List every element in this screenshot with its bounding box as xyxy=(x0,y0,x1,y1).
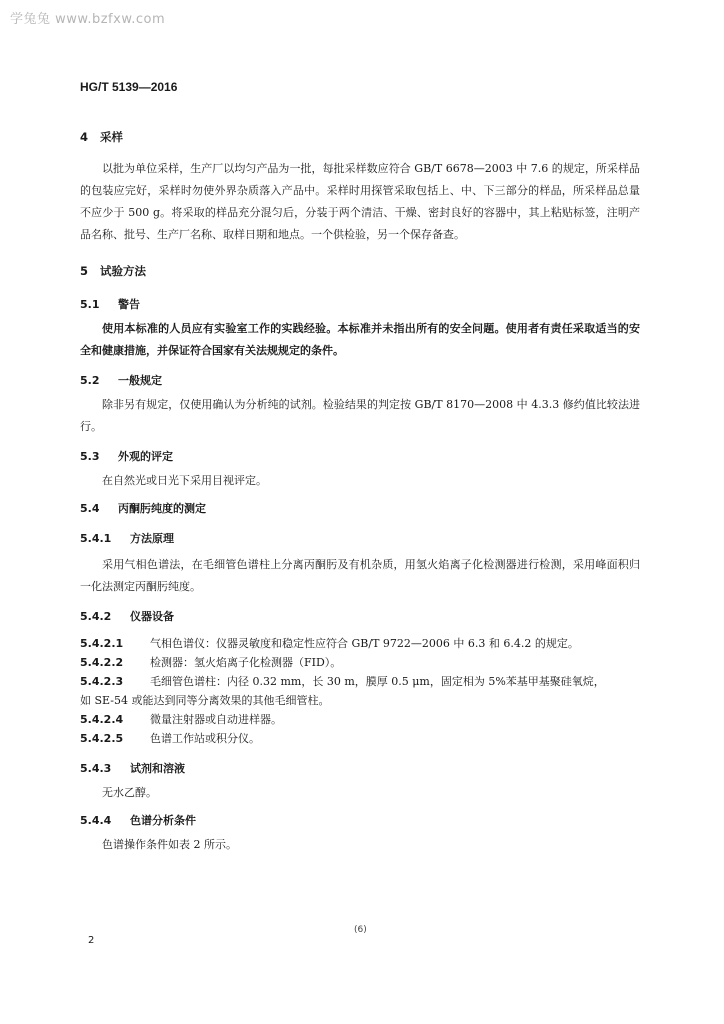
section-title: 仪器设备 xyxy=(130,610,174,623)
section-5-4-4-paragraph: 色谱操作条件如表 2 所示。 xyxy=(102,838,237,851)
section-5-2-heading xyxy=(80,372,640,390)
section-5-4-1-paragraph: 采用气相色谱法，在毛细管色谱柱上分离丙酮肟及有机杂质，用氢火焰离子化检测器进行检测，采用峰面积归一化法测定丙酮肟纯度。 xyxy=(80,558,640,593)
section-title: 试剂和溶液 xyxy=(130,762,185,775)
item-number: 5.4.2.3 xyxy=(80,675,124,688)
standard-code: HG/T 5139—2016 xyxy=(80,80,178,94)
section-5-4-3-paragraph: 无水乙醇。 xyxy=(102,786,157,799)
section-5-4-1-heading xyxy=(80,530,640,548)
section-number: 5.3 xyxy=(80,450,100,463)
watermark-text: 学兔兔 www.bzfxw.com xyxy=(10,12,166,27)
section-5-4-2-heading xyxy=(80,608,640,626)
list-item xyxy=(80,710,640,729)
section-5-1-heading xyxy=(80,296,640,314)
footer-center-mark: (6) xyxy=(354,925,367,935)
section-number: 5.2 xyxy=(80,374,100,387)
item-number: 5.4.2.2 xyxy=(80,656,124,669)
list-item xyxy=(80,634,640,653)
section-title: 试验方法 xyxy=(100,264,146,278)
section-5-1-paragraph: 使用本标准的人员应有实验室工作的实践经验。本标准并未指出所有的安全问题。使用者有责任采取适当的安全和健康措施，并保证符合国家有关法规规定的条件。 xyxy=(80,322,640,357)
section-5-heading xyxy=(80,262,640,280)
section-4-heading xyxy=(80,128,640,146)
equipment-list xyxy=(80,634,640,748)
item-text: 微量注射器或自动进样器。 xyxy=(150,713,282,726)
section-number: 5 xyxy=(80,264,89,278)
section-number: 4 xyxy=(80,130,89,144)
item-text: 色谱工作站或积分仪。 xyxy=(150,732,260,745)
item-number: 5.4.2.5 xyxy=(80,732,124,745)
section-5-4-4-heading xyxy=(80,812,640,830)
section-title: 一般规定 xyxy=(118,374,162,387)
list-item xyxy=(80,653,640,672)
section-5-4-heading xyxy=(80,500,640,518)
item-continuation: 如 SE-54 或能达到同等分离效果的其他毛细管柱。 xyxy=(80,694,330,707)
section-number: 5.4.4 xyxy=(80,814,112,827)
section-5-4-3-heading xyxy=(80,760,640,778)
page-number: 2 xyxy=(88,935,95,946)
section-title: 色谱分析条件 xyxy=(130,814,196,827)
item-text: 毛细管色谱柱：内径 0.32 mm，长 30 m，膜厚 0.5 μm，固定相为 5%苯基甲基聚硅氧烷， xyxy=(150,675,605,688)
list-item xyxy=(80,672,640,710)
section-4-paragraph: 以批为单位采样，生产厂以均匀产品为一批，每批采样数应符合 GB/T 6678—2003 中 7.6 的规定，所采样品的包装应完好，采样时勿使外界杂质落入产品中。采样时用探管采取包括上、中、下三部分的样品，所采样品总量不应少于 500 g。将采取的样品充分混匀后，分装于两个清洁、干燥、密封良好的容器中，其上粘贴标签，注明产品名称、批号、生产厂名称、取样日期和地点。一个供检验，另一个保存备查。 xyxy=(80,162,640,241)
section-number: 5.4.2 xyxy=(80,610,112,623)
section-title: 采样 xyxy=(100,130,123,144)
item-text: 检测器：氢火焰离子化检测器（FID）。 xyxy=(150,656,342,669)
item-text: 气相色谱仪：仪器灵敏度和稳定性应符合 GB/T 9722—2006 中 6.3 和 6.4.2 的规定。 xyxy=(150,637,579,650)
document-body xyxy=(80,128,640,856)
section-title: 方法原理 xyxy=(130,532,174,545)
section-title: 警告 xyxy=(118,298,140,311)
section-number: 5.4.1 xyxy=(80,532,112,545)
section-5-2-paragraph: 除非另有规定，仅使用确认为分析纯的试剂。检验结果的判定按 GB/T 8170—2008 中 4.3.3 修约值比较法进行。 xyxy=(80,398,640,433)
section-number: 5.1 xyxy=(80,298,100,311)
section-number: 5.4.3 xyxy=(80,762,112,775)
section-number: 5.4 xyxy=(80,502,100,515)
section-title: 外观的评定 xyxy=(118,450,173,463)
item-number: 5.4.2.1 xyxy=(80,637,124,650)
list-item xyxy=(80,729,640,748)
item-number: 5.4.2.4 xyxy=(80,713,124,726)
section-title: 丙酮肟纯度的测定 xyxy=(118,502,206,515)
section-5-3-heading xyxy=(80,448,640,466)
section-5-3-paragraph: 在自然光或日光下采用目视评定。 xyxy=(102,474,267,487)
